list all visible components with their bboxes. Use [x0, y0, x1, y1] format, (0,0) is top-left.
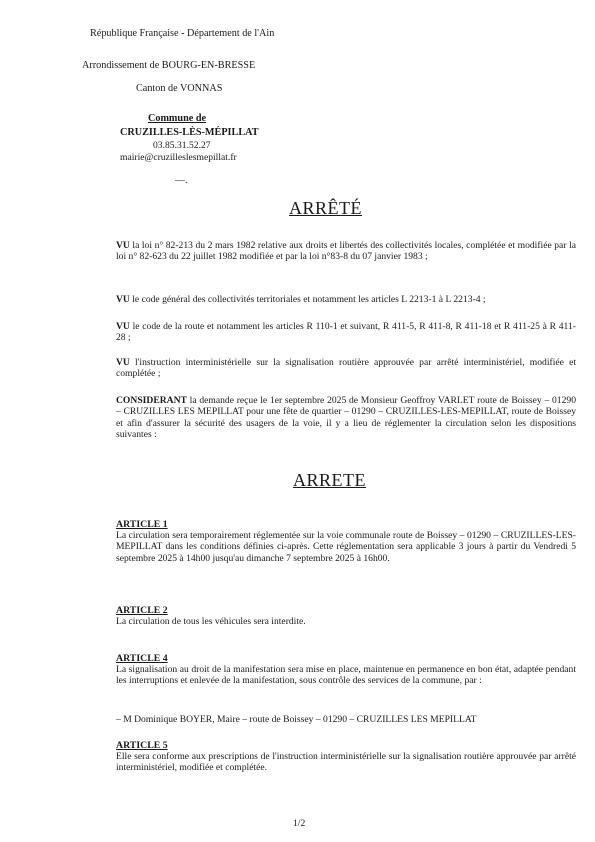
article-5-text: Elle sera conforme aux prescriptions de l'instruction interministérielle sur la signalisation routière approuvée par arrêté interministériel, modifiée et complétée. [116, 751, 576, 774]
header-commune-name: CRUZILLES-LÈS-MÉPILLAT [120, 127, 259, 138]
visa-text: le code général des collectivités territoriales et notamment les articles L 2213-1 à L 2213-4 ; [129, 294, 486, 305]
header-phone: 03.85.31.52.27 [153, 140, 211, 151]
header-separator: —. [175, 175, 188, 186]
header-email: mairie@cruzilleslesmepillat.fr [120, 152, 237, 163]
header-republique: République Française - Département de l'Ain [90, 28, 275, 39]
considerant-paragraph [116, 395, 576, 441]
visa-label: VU [116, 357, 130, 368]
visa-text: le code de la route et notamment les articles R 110-1 et suivant, R 411-5, R 411-8, R 411-18 et R 411-25 à R 411-28 ; [116, 321, 576, 344]
title-arrete-mid: ARRETE [293, 470, 366, 490]
visa-text: la loi n° 82-213 du 2 mars 1982 relative aux droits et libertés des collectivités locales, complétée et modifiée par la loi n° 82-623 du 22 juillet 1982 modifiée et par la loi n°83-8 du 07 janvier 1983 ; [116, 240, 576, 263]
visa-label: VU [116, 321, 130, 332]
title-arrete-top: ARRÊTÉ [289, 198, 362, 218]
page-number: 1/2 [293, 818, 306, 829]
visa-4 [116, 357, 576, 380]
visa-3 [116, 321, 576, 344]
article-2-heading: ARTICLE 2 [116, 605, 168, 616]
header-arrondissement: Arrondissement de BOURG-EN-BRESSE [82, 60, 256, 71]
considerant-text: la demande reçue le 1er septembre 2025 de Monsieur Geoffroy VARLET route de Boissey – 01290 – CRUZILLES LES MEPILLAT pour une fête de quartier – 01290 – CRUZILLES-LES-MEPILLAT, route de Boissey et afin d'assurer la sécurité des usagers de la voie, il y a lieu de réglementer la circulation selon les dispositions suivantes : [116, 395, 576, 441]
header-canton: Canton de VONNAS [136, 83, 223, 94]
visa-2 [116, 294, 576, 305]
visa-1 [116, 240, 576, 263]
article-4-text: La signalisation au droit de la manifestation sera mise en place, maintenue en permanence en bon état, adaptée pendant les interruptions et enlevée de la manifestation, sous contrôle des services de la commune, par : [116, 664, 576, 687]
header-commune-label: Commune de [148, 113, 207, 124]
article-1-text: La circulation sera temporairement réglementée sur la voie communale route de Boissey – 01290 – CRUZILLES-LES-MEPILLAT dans les conditions définies ci-après. Cette réglementation sera applicable 3 jours à partir du Vendredi 5 septembre 2025 à 14h00 jusqu'au dimanche 7 septembre 2025 à 16h00. [116, 530, 576, 564]
bullet-maire: – M Dominique BOYER, Maire – route de Boissey – 01290 – CRUZILLES LES MEPILLAT [116, 714, 477, 725]
article-2-text: La circulation de tous les véhicules sera interdite. [116, 616, 306, 627]
visa-text: l'instruction interministérielle sur la signalisation routière approuvée par arrêté interministériel, modifiée et complétée ; [116, 357, 576, 380]
considerant-label: CONSIDERANT [116, 395, 187, 406]
article-4-heading: ARTICLE 4 [116, 653, 168, 664]
visa-label: VU [116, 240, 130, 251]
visa-label: VU [116, 294, 130, 305]
article-1-heading: ARTICLE 1 [116, 519, 168, 530]
article-5-heading: ARTICLE 5 [116, 740, 168, 751]
